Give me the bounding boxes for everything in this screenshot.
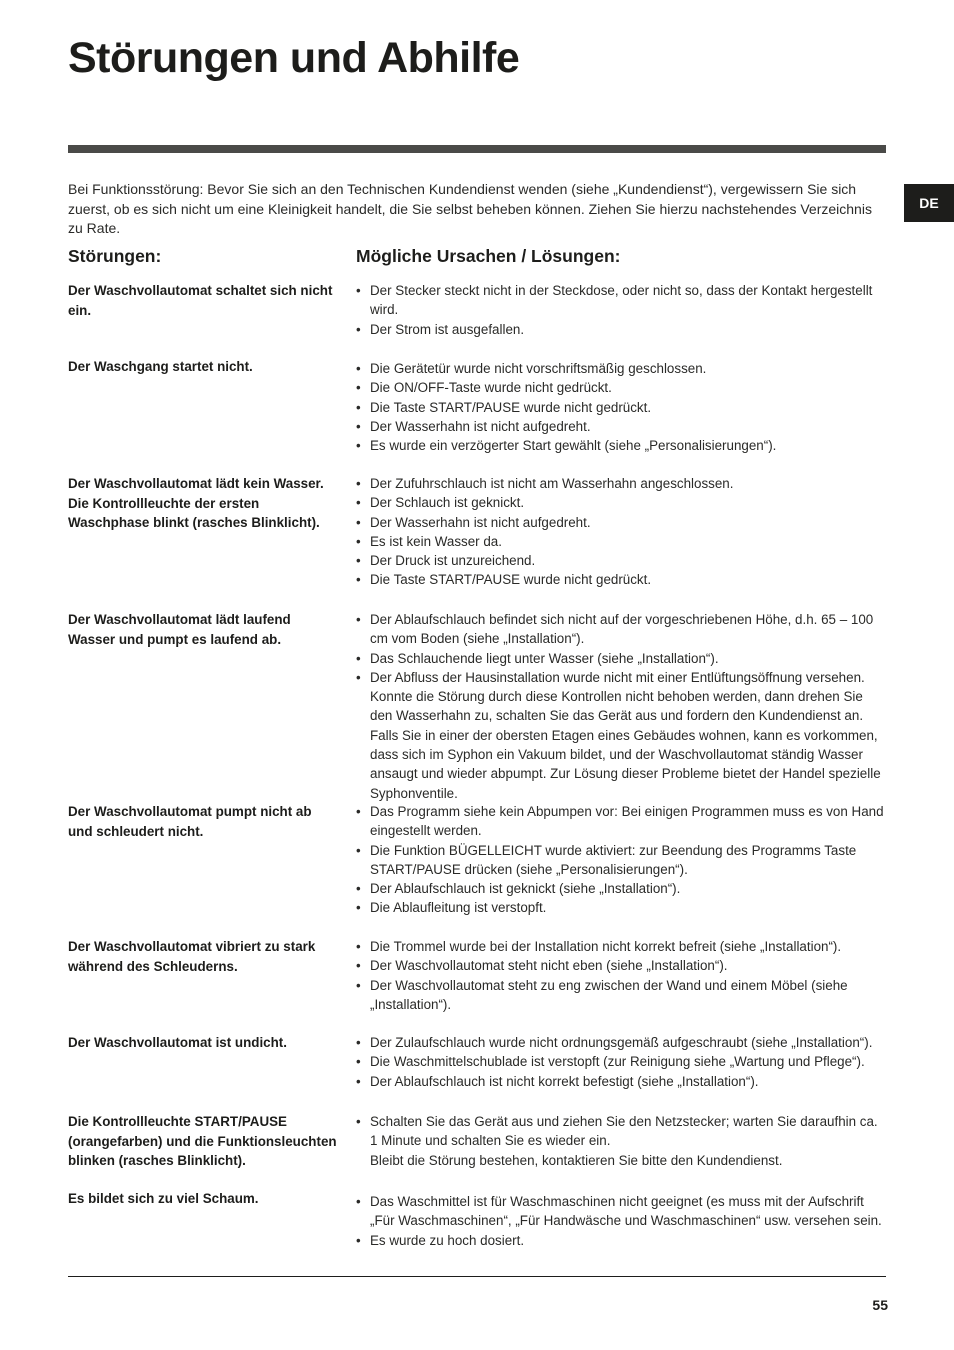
- cause-item: • Der Wasserhahn ist nicht aufgedreht.: [356, 417, 886, 436]
- problem-text: Der Waschvollautomat lädt kein Wasser. Die Kontrollleuchte der ersten Waschphase blinkt (rasches Blinklicht).: [68, 476, 324, 530]
- problem-text: Der Waschvollautomat lädt laufend Wasser und pumpt es laufend ab.: [68, 612, 291, 647]
- language-tab: DE: [904, 184, 954, 222]
- problem-text: Der Waschvollautomat ist undicht.: [68, 1035, 287, 1050]
- cause-item: • Der Ablaufschlauch ist geknickt (siehe „Installation“).: [356, 879, 886, 898]
- cause-continuation: Bleibt die Störung bestehen, kontaktieren Sie bitte den Kundendienst.: [370, 1152, 783, 1168]
- problem-text: Der Waschgang startet nicht.: [68, 359, 253, 374]
- cause-item: • Das Programm siehe kein Abpumpen vor: Bei einigen Programmen muss es von Hand eingestellt werden.: [356, 802, 886, 841]
- problems-heading: Störungen:: [68, 246, 162, 266]
- intro-text: Bei Funktionsstörung: Bevor Sie sich an den Technischen Kundendienst wenden (siehe „Kundendienst“), vergewissern Sie sich zuerst, ob es sich nicht um eine Kleinigkeit handelt, die Sie selbst beheben können. Ziehen Sie hierzu nachstehendes Verzeichnis zu Rate.: [68, 181, 872, 236]
- causes-list: [356, 1033, 886, 1091]
- causes-list: [356, 474, 886, 590]
- cause-item: • Der Strom ist ausgefallen.: [356, 320, 886, 339]
- cause-item: • Die Waschmittelschublade ist verstopft (zur Reinigung siehe „Wartung und Pflege“).: [356, 1052, 886, 1071]
- title-divider: [68, 145, 886, 153]
- cause-item: • Die Ablaufleitung ist verstopft.: [356, 898, 886, 917]
- cause-item: • Der Stecker steckt nicht in der Steckdose, oder nicht so, dass der Kontakt hergestellt wird.: [356, 281, 886, 320]
- page-number: 55: [872, 1297, 888, 1313]
- cause-item: • Der Schlauch ist geknickt.: [356, 493, 886, 512]
- cause-item: • Das Schlauchende liegt unter Wasser (siehe „Installation“).: [356, 649, 886, 668]
- causes-list: [356, 937, 886, 1014]
- problem-text: Der Waschvollautomat vibriert zu stark während des Schleuderns.: [68, 939, 316, 974]
- cause-item: • Der Druck ist unzureichend.: [356, 551, 886, 570]
- cause-continuation: Konnte die Störung durch diese Kontrollen nicht behoben werden, dann drehen Sie den Wasserhahn zu, schalten Sie das Gerät aus und fordern den Kundendienst an. Falls Sie in einer der obersten Etagen eines Gebäudes wohnen, kann es vorkommen, dass sich im Syphon ein Vakuum bildet, und der Waschvollautomat ständig Wasser ansaugt und wieder abpumpt. Zur Lösung dieser Probleme bietet der Handel spezielle Syphonventile.: [370, 689, 881, 801]
- problem-text: Der Waschvollautomat schaltet sich nicht ein.: [68, 283, 333, 318]
- footer-divider: [68, 1276, 886, 1277]
- causes-list: [356, 281, 886, 339]
- causes-heading: Mögliche Ursachen / Lösungen:: [356, 246, 621, 266]
- cause-item: • Der Ablaufschlauch ist nicht korrekt befestigt (siehe „Installation“).: [356, 1072, 886, 1091]
- cause-item: • Die Taste START/PAUSE wurde nicht gedrückt.: [356, 570, 886, 589]
- cause-item: • Es wurde zu hoch dosiert.: [356, 1231, 886, 1250]
- causes-list: [356, 610, 886, 803]
- page-title: Störungen und Abhilfe: [68, 34, 520, 82]
- cause-item: • Der Abfluss der Hausinstallation wurde nicht mit einer Entlüftungsöffnung versehen.: [356, 668, 886, 687]
- cause-item: • Der Waschvollautomat steht nicht eben (siehe „Installation“).: [356, 956, 886, 975]
- cause-item: • Das Waschmittel ist für Waschmaschinen nicht geeignet (es muss mit der Aufschrift „Für Waschmaschinen“, „Für Handwäsche und Waschmaschinen“ usw. versehen sein.: [356, 1192, 886, 1231]
- cause-item: • Die ON/OFF-Taste wurde nicht gedrückt.: [356, 378, 886, 397]
- cause-item: • Schalten Sie das Gerät aus und ziehen Sie den Netzstecker; warten Sie daraufhin ca. 1 Minute und schalten Sie es wieder ein.: [356, 1112, 886, 1151]
- causes-list: [356, 802, 886, 918]
- cause-item: • Die Funktion BÜGELLEICHT wurde aktiviert: zur Beendung des Programms Taste START/PAUSE drücken (siehe „Personalisierungen“).: [356, 841, 886, 880]
- cause-item: • Der Waschvollautomat steht zu eng zwischen der Wand und einem Möbel (siehe „Installation“).: [356, 976, 886, 1015]
- cause-item: • Es ist kein Wasser da.: [356, 532, 886, 551]
- problem-text: Der Waschvollautomat pumpt nicht ab und schleudert nicht.: [68, 804, 312, 839]
- problem-text: Die Kontrollleuchte START/PAUSE (orangefarben) und die Funktionsleuchten blinken (rasches Blinklicht).: [68, 1114, 337, 1168]
- cause-item: • Die Taste START/PAUSE wurde nicht gedrückt.: [356, 398, 886, 417]
- causes-list: [356, 1112, 886, 1170]
- cause-item: • Der Zufuhrschlauch ist nicht am Wasserhahn angeschlossen.: [356, 474, 886, 493]
- cause-item: • Die Gerätetür wurde nicht vorschriftsmäßig geschlossen.: [356, 359, 886, 378]
- cause-item: • Der Zulaufschlauch wurde nicht ordnungsgemäß aufgeschraubt (siehe „Installation“).: [356, 1033, 886, 1052]
- cause-item: • Der Wasserhahn ist nicht aufgedreht.: [356, 513, 886, 532]
- causes-list: [356, 1192, 886, 1250]
- causes-list: [356, 359, 886, 455]
- cause-item: • Der Ablaufschlauch befindet sich nicht auf der vorgeschriebenen Höhe, d.h. 65 – 100 cm vom Boden (siehe „Installation“).: [356, 610, 886, 649]
- cause-item: • Es wurde ein verzögerter Start gewählt (siehe „Personalisierungen“).: [356, 436, 886, 455]
- problem-text: Es bildet sich zu viel Schaum.: [68, 1191, 259, 1206]
- cause-item: • Die Trommel wurde bei der Installation nicht korrekt befreit (siehe „Installation“).: [356, 937, 886, 956]
